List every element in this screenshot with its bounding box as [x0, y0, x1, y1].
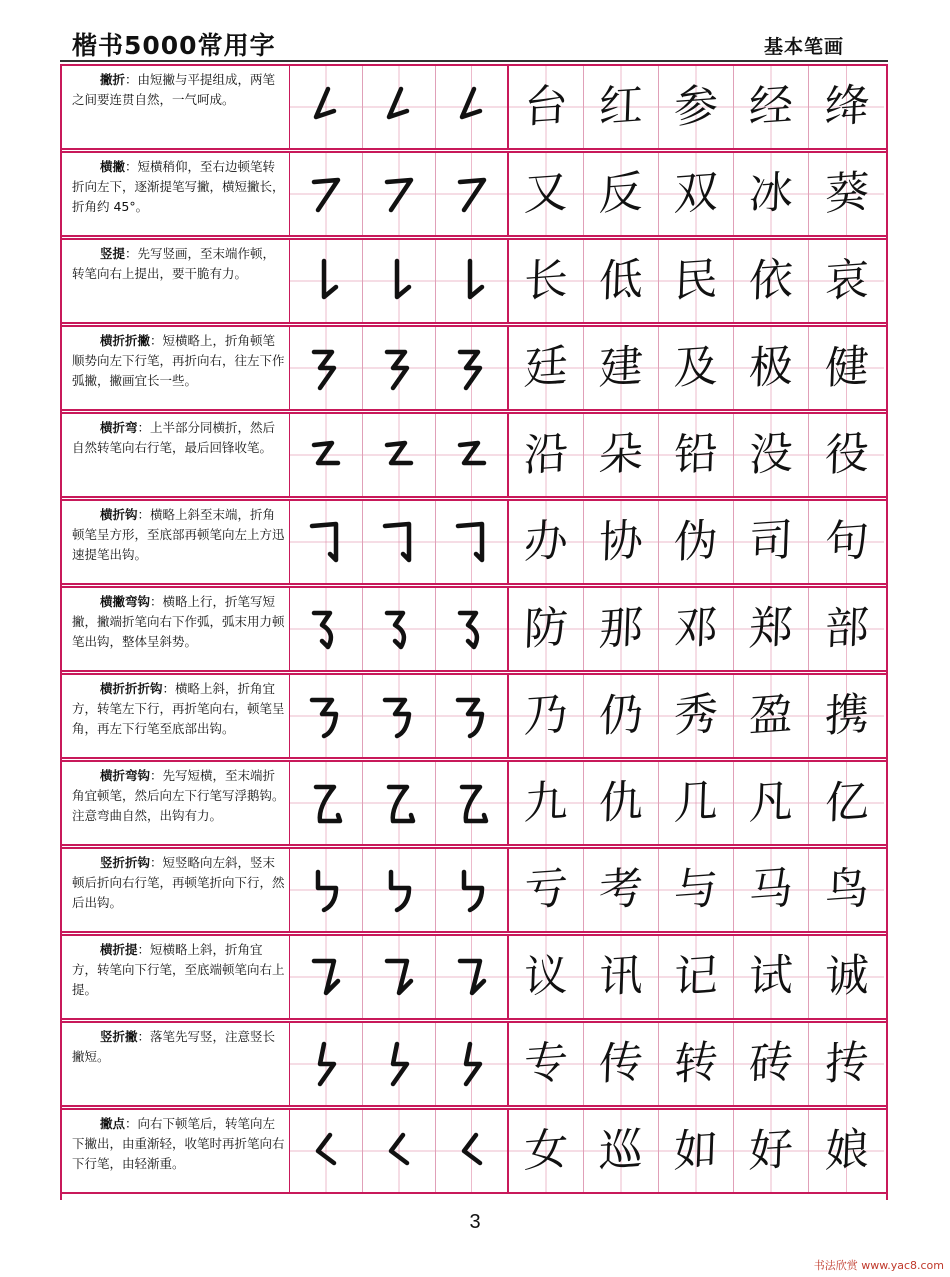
shuzhezhegou-stroke-icon	[306, 864, 346, 916]
hengzhewangou-stroke-icon	[379, 777, 419, 829]
stroke-row	[62, 64, 886, 150]
stroke-name: 竖折撇	[100, 1029, 138, 1044]
example-character: 考	[598, 862, 644, 917]
example-character-cell	[584, 588, 659, 670]
hengpiewangou-stroke-icon	[306, 603, 346, 655]
stroke-name: 横折弯钩	[100, 768, 151, 783]
example-character: 办	[523, 514, 569, 569]
example-character-cell	[659, 414, 734, 496]
example-character-cell	[584, 849, 659, 931]
example-character: 建	[598, 340, 644, 395]
stroke-example-cell	[290, 588, 363, 670]
piedian-stroke-icon	[452, 1125, 492, 1177]
example-character: 传	[598, 1036, 644, 1091]
example-character-cell	[734, 588, 809, 670]
stroke-example-cell	[290, 936, 363, 1018]
example-character-cell	[584, 66, 659, 148]
shuzhezhegou-stroke-icon	[452, 864, 492, 916]
stroke-example-cell	[436, 153, 509, 235]
stroke-row	[62, 586, 886, 672]
stroke-row	[62, 760, 886, 846]
example-character: 娘	[823, 1123, 870, 1178]
stroke-example-cell	[363, 327, 436, 409]
stroke-description	[62, 762, 290, 844]
stroke-name: 横折弯	[100, 420, 138, 435]
example-character: 几	[673, 775, 719, 830]
example-character-cell	[809, 588, 884, 670]
example-character: 那	[598, 601, 644, 656]
stroke-example-cell	[290, 414, 363, 496]
example-character-cell	[659, 1023, 734, 1105]
stroke-row	[62, 1108, 886, 1194]
example-character: 参	[673, 79, 719, 134]
hengpie-stroke-icon	[452, 168, 492, 220]
stroke-example-cell	[363, 675, 436, 757]
example-character: 役	[823, 427, 870, 482]
example-character-cell	[509, 414, 584, 496]
example-character-cell	[734, 240, 809, 322]
example-character: 讯	[598, 949, 644, 1004]
example-character-cell	[509, 849, 584, 931]
stroke-practice-table	[60, 64, 888, 1200]
stroke-example-cell	[436, 1023, 509, 1105]
hengzhewan-stroke-icon	[306, 429, 346, 481]
example-character: 沿	[523, 427, 569, 482]
hengpiewangou-stroke-icon	[452, 603, 492, 655]
stroke-name: 横撇	[100, 159, 126, 174]
stroke-description-text: ：横略上行，折笔写短撇，撇端折笔向右下作弧，弧末用力顿笔出钩，整体呈斜势。	[72, 594, 285, 649]
example-character-cell	[659, 849, 734, 931]
stroke-name: 横撇弯钩	[100, 594, 151, 609]
stroke-description	[62, 240, 290, 322]
example-character: 绛	[823, 79, 870, 134]
hengpie-stroke-icon	[306, 168, 346, 220]
piedian-stroke-icon	[306, 1125, 346, 1177]
example-character-cell	[584, 762, 659, 844]
example-character: 没	[748, 427, 794, 482]
example-character-cell	[734, 153, 809, 235]
hengpie-stroke-icon	[379, 168, 419, 220]
stroke-row	[62, 151, 886, 237]
example-character: 邓	[673, 601, 719, 656]
page-number: 3	[469, 1211, 481, 1233]
stroke-description-text: ：向右下顿笔后，转笔向左下撇出，由重渐轻，收笔时再折笔向右下行笔，由轻渐重。	[72, 1116, 285, 1171]
stroke-example-cell	[436, 936, 509, 1018]
example-character-cell	[659, 66, 734, 148]
example-character-cell	[809, 936, 884, 1018]
example-character: 凡	[748, 775, 794, 830]
stroke-example-cell	[290, 762, 363, 844]
example-character-cell	[734, 501, 809, 583]
example-character-cell	[509, 66, 584, 148]
stroke-description-text: ：短横略上，折角顿笔顺势向左下行笔，再折向右，往左下作弧撇，撇画宜长一些。	[72, 333, 285, 388]
stroke-example-cell	[363, 501, 436, 583]
example-character: 马	[748, 862, 794, 917]
stroke-name: 横折折撇	[100, 333, 151, 348]
stroke-example-cell	[290, 849, 363, 931]
stroke-example-cell	[290, 327, 363, 409]
example-character-cell	[509, 240, 584, 322]
example-character-cell	[734, 327, 809, 409]
example-character: 盈	[748, 688, 794, 743]
example-character: 防	[523, 601, 569, 656]
example-character-cell	[734, 675, 809, 757]
example-character: 如	[673, 1123, 719, 1178]
stroke-example-cell	[363, 762, 436, 844]
example-character-cell	[734, 849, 809, 931]
example-character-cell	[809, 153, 884, 235]
stroke-example-cell	[290, 66, 363, 148]
example-character: 诚	[823, 949, 870, 1004]
example-character: 朵	[598, 427, 644, 482]
example-character-cell	[659, 675, 734, 757]
example-character: 与	[673, 862, 719, 917]
site-watermark: 书法欣赏 www.yac8.com	[813, 1259, 944, 1272]
stroke-name: 横折折折钩	[100, 681, 163, 696]
stroke-example-cell	[290, 1110, 363, 1192]
example-character: 经	[748, 79, 794, 134]
section-title: 基本笔画	[764, 36, 845, 58]
example-character: 红	[598, 79, 644, 134]
shuti-stroke-icon	[379, 255, 419, 307]
stroke-row	[62, 1021, 886, 1107]
stroke-example-cell	[290, 153, 363, 235]
example-character: 试	[748, 949, 794, 1004]
example-character-cell	[659, 936, 734, 1018]
stroke-description	[62, 936, 290, 1018]
example-character: 好	[748, 1123, 794, 1178]
header-divider	[60, 60, 888, 62]
stroke-description-text: ：横略上斜至末端，折角顿笔呈方形，至底部再顿笔向左上方迅速提笔出钩。	[72, 507, 285, 562]
stroke-description	[62, 1023, 290, 1105]
stroke-example-cell	[363, 588, 436, 670]
example-character-cell	[509, 501, 584, 583]
stroke-description-text: ：短横略上斜，折角宜方，转笔向下行笔，至底端顿笔向右上提。	[72, 942, 285, 997]
stroke-example-cell	[436, 588, 509, 670]
hengzhezhezhegou-stroke-icon	[379, 690, 419, 742]
stroke-description-text: ：横略上斜，折角宜方，转笔左下行，再折笔向右，顿笔呈角，再左下行笔至底部出钩。	[72, 681, 285, 736]
example-character: 伪	[673, 514, 719, 569]
example-character: 长	[523, 253, 569, 308]
example-character: 转	[673, 1036, 719, 1091]
stroke-name: 撇点	[100, 1116, 126, 1131]
example-character: 铅	[673, 427, 719, 482]
example-character: 女	[523, 1123, 569, 1178]
stroke-name: 撇折	[100, 72, 126, 87]
stroke-row	[62, 499, 886, 585]
example-character: 鸟	[823, 862, 870, 917]
piezhe-stroke-icon	[306, 81, 346, 133]
shuti-stroke-icon	[452, 255, 492, 307]
hengzhewan-stroke-icon	[452, 429, 492, 481]
example-character: 健	[823, 340, 870, 395]
example-character: 携	[823, 688, 870, 743]
example-character: 部	[823, 601, 870, 656]
stroke-description-text: ：先写短横，至末端折角宜顿笔，然后向左下行笔写浮鹅钩。注意弯曲自然，出钩有力。	[72, 768, 285, 823]
example-character-cell	[584, 153, 659, 235]
example-character: 议	[523, 949, 569, 1004]
example-character-cell	[809, 66, 884, 148]
stroke-example-cell	[436, 1110, 509, 1192]
stroke-example-cell	[290, 240, 363, 322]
hengzhewangou-stroke-icon	[306, 777, 346, 829]
example-character: 双	[673, 166, 719, 221]
example-character: 仍	[598, 688, 644, 743]
stroke-name: 横折提	[100, 942, 138, 957]
stroke-example-cell	[436, 414, 509, 496]
example-character-cell	[509, 675, 584, 757]
hengzhezhepie-stroke-icon	[306, 342, 346, 394]
stroke-example-cell	[363, 936, 436, 1018]
example-character-cell	[734, 762, 809, 844]
example-character-cell	[509, 588, 584, 670]
stroke-example-cell	[436, 762, 509, 844]
stroke-description	[62, 501, 290, 583]
shuzhepie-stroke-icon	[306, 1038, 346, 1090]
example-character-cell	[659, 1110, 734, 1192]
stroke-description	[62, 327, 290, 409]
example-character: 秀	[673, 688, 719, 743]
stroke-example-cell	[363, 240, 436, 322]
example-character: 专	[523, 1036, 569, 1091]
example-character: 极	[748, 340, 794, 395]
hengpiewangou-stroke-icon	[379, 603, 419, 655]
example-character-cell	[809, 1023, 884, 1105]
example-character-cell	[659, 153, 734, 235]
shuti-stroke-icon	[306, 255, 346, 307]
book-title: 楷书5000常用字	[72, 31, 276, 60]
stroke-row	[62, 412, 886, 498]
hengzhegou-stroke-icon	[306, 516, 346, 568]
example-character-cell	[509, 153, 584, 235]
stroke-name: 竖折折钩	[100, 855, 151, 870]
example-character-cell	[584, 936, 659, 1018]
hengzhezhezhegou-stroke-icon	[306, 690, 346, 742]
shuzhepie-stroke-icon	[379, 1038, 419, 1090]
stroke-row	[62, 238, 886, 324]
example-character: 仇	[598, 775, 644, 830]
hengzhewangou-stroke-icon	[452, 777, 492, 829]
hengzhezhepie-stroke-icon	[379, 342, 419, 394]
stroke-description	[62, 66, 290, 148]
hengzhewan-stroke-icon	[379, 429, 419, 481]
stroke-description	[62, 153, 290, 235]
example-character: 亏	[523, 862, 569, 917]
stroke-row	[62, 673, 886, 759]
example-character-cell	[734, 414, 809, 496]
stroke-example-cell	[290, 501, 363, 583]
example-character: 又	[523, 166, 569, 221]
stroke-example-cell	[436, 675, 509, 757]
example-character-cell	[659, 240, 734, 322]
example-character: 依	[748, 253, 794, 308]
example-character-cell	[809, 762, 884, 844]
hengzhezhepie-stroke-icon	[452, 342, 492, 394]
stroke-example-cell	[436, 327, 509, 409]
example-character: 哀	[823, 253, 870, 308]
stroke-row	[62, 847, 886, 933]
hengzheti-stroke-icon	[452, 951, 492, 1003]
example-character: 廷	[523, 340, 569, 395]
stroke-example-cell	[363, 1023, 436, 1105]
hengzhegou-stroke-icon	[379, 516, 419, 568]
example-character-cell	[659, 327, 734, 409]
example-character-cell	[734, 936, 809, 1018]
piezhe-stroke-icon	[452, 81, 492, 133]
stroke-description-text: ：先写竖画，至末端作顿，转笔向右上提出，要干脆有力。	[72, 246, 276, 281]
stroke-example-cell	[436, 240, 509, 322]
stroke-example-cell	[436, 501, 509, 583]
example-character-cell	[509, 1023, 584, 1105]
example-character-cell	[809, 675, 884, 757]
example-character-cell	[659, 762, 734, 844]
stroke-example-cell	[290, 1023, 363, 1105]
example-character-cell	[659, 501, 734, 583]
example-character: 乃	[523, 688, 569, 743]
example-character-cell	[809, 501, 884, 583]
example-character: 及	[673, 340, 719, 395]
stroke-description	[62, 588, 290, 670]
example-character-cell	[809, 327, 884, 409]
example-character: 亿	[823, 775, 870, 830]
example-character: 司	[748, 514, 794, 569]
example-character: 葵	[823, 166, 870, 221]
example-character-cell	[509, 1110, 584, 1192]
example-character-cell	[809, 240, 884, 322]
example-character: 九	[523, 775, 569, 830]
stroke-example-cell	[436, 849, 509, 931]
hengzheti-stroke-icon	[379, 951, 419, 1003]
stroke-example-cell	[363, 153, 436, 235]
stroke-row	[62, 325, 886, 411]
example-character: 冰	[748, 166, 794, 221]
example-character-cell	[509, 762, 584, 844]
stroke-description	[62, 675, 290, 757]
example-character-cell	[584, 1110, 659, 1192]
stroke-example-cell	[363, 66, 436, 148]
stroke-description-text: ：上半部分同横折，然后自然转笔向右行笔，最后回锋收笔。	[72, 420, 276, 455]
stroke-description-text: ：落笔先写竖，注意竖长撇短。	[72, 1029, 276, 1064]
stroke-example-cell	[363, 849, 436, 931]
example-character: 记	[673, 949, 719, 1004]
example-character-cell	[584, 414, 659, 496]
example-character-cell	[659, 588, 734, 670]
hengzhegou-stroke-icon	[452, 516, 492, 568]
stroke-row	[62, 934, 886, 1020]
stroke-description-text: ：短横稍仰，至右边顿笔转折向左下，逐渐提笔写撇，横短撇长，折角约 45°。	[72, 159, 285, 214]
example-character-cell	[734, 1023, 809, 1105]
example-character-cell	[809, 1110, 884, 1192]
stroke-description	[62, 1110, 290, 1192]
shuzhezhegou-stroke-icon	[379, 864, 419, 916]
stroke-name: 竖提	[100, 246, 126, 261]
example-character: 低	[598, 253, 644, 308]
stroke-description-text: ：短竖略向左斜，竖末顿后折向右行笔，再顿笔折向下行，然后出钩。	[72, 855, 285, 910]
stroke-example-cell	[363, 414, 436, 496]
example-character: 巡	[598, 1123, 644, 1178]
stroke-description-text: ：由短撇与平提组成，两笔之间要连贯自然，一气呵成。	[72, 72, 276, 107]
hengzheti-stroke-icon	[306, 951, 346, 1003]
example-character-cell	[734, 66, 809, 148]
stroke-description	[62, 414, 290, 496]
stroke-name: 横折钩	[100, 507, 138, 522]
stroke-example-cell	[290, 675, 363, 757]
example-character: 民	[673, 253, 719, 308]
example-character: 句	[823, 514, 870, 569]
example-character-cell	[509, 327, 584, 409]
example-character-cell	[584, 1023, 659, 1105]
example-character: 砖	[748, 1036, 794, 1091]
stroke-example-cell	[363, 1110, 436, 1192]
example-character: 郑	[748, 601, 794, 656]
example-character: 抟	[823, 1036, 870, 1091]
stroke-example-cell	[436, 66, 509, 148]
example-character: 台	[523, 79, 569, 134]
example-character: 协	[598, 514, 644, 569]
example-character-cell	[509, 936, 584, 1018]
stroke-description	[62, 849, 290, 931]
piedian-stroke-icon	[379, 1125, 419, 1177]
example-character-cell	[809, 414, 884, 496]
example-character-cell	[584, 240, 659, 322]
example-character-cell	[584, 327, 659, 409]
example-character-cell	[584, 501, 659, 583]
example-character-cell	[734, 1110, 809, 1192]
piezhe-stroke-icon	[379, 81, 419, 133]
example-character-cell	[584, 675, 659, 757]
example-character-cell	[809, 849, 884, 931]
shuzhepie-stroke-icon	[452, 1038, 492, 1090]
example-character: 反	[598, 166, 644, 221]
hengzhezhezhegou-stroke-icon	[452, 690, 492, 742]
